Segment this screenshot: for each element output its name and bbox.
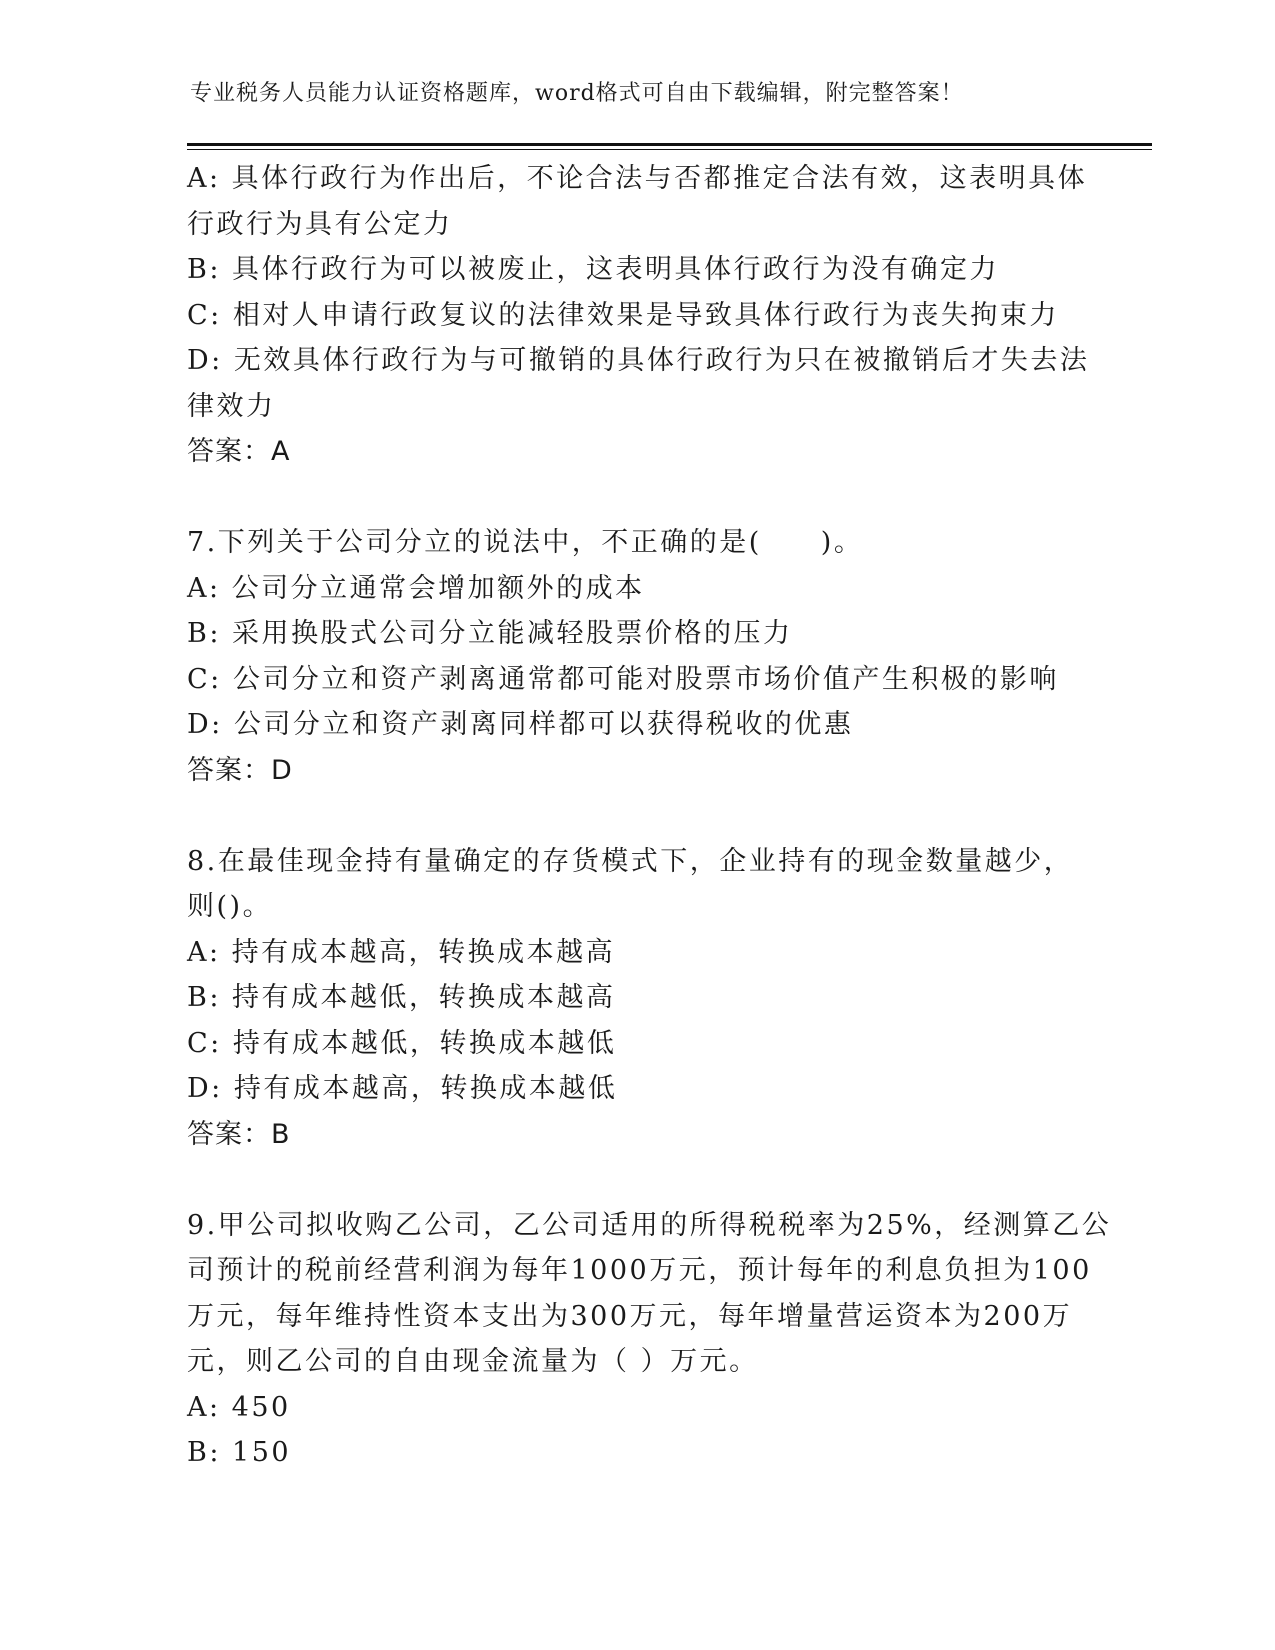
question-stem-line-4: 元，则乙公司的自由现金流量为（ ）万元。 xyxy=(187,1346,759,1377)
answer: 答案：A xyxy=(187,436,291,467)
spacer xyxy=(187,793,1087,839)
question-8 xyxy=(187,839,1087,1158)
header-divider-thick xyxy=(187,143,1152,146)
spacer xyxy=(187,1157,1087,1203)
option-a-line-2: 行政行为具有公定力 xyxy=(187,208,453,240)
option-d: D: 持有成本越高，转换成本越低 xyxy=(187,1073,618,1104)
option-d-line-2: 律效力 xyxy=(187,390,276,422)
question-stem-line-3: 万元，每年维持性资本支出为300万元，每年增量营运资本为200万 xyxy=(187,1300,1073,1332)
option-c: C: 持有成本越低，转换成本越低 xyxy=(187,1027,617,1059)
answer: 答案：D xyxy=(187,754,293,786)
question-7 xyxy=(187,520,1087,793)
option-b: B: 持有成本越低，转换成本越高 xyxy=(187,982,616,1013)
option-c: C: 公司分立和资产剥离通常都可能对股票市场价值产生积极的影响 xyxy=(187,663,1059,695)
option-b: B: 150 xyxy=(187,1437,292,1468)
option-b: B: 具体行政行为可以被废止，这表明具体行政行为没有确定力 xyxy=(187,254,1000,285)
previous-question xyxy=(187,156,1090,475)
header-title: 专业税务人员能力认证资格题库，word格式可自由下载编辑，附完整答案！ xyxy=(190,81,964,106)
option-b: B: 采用换股式公司分立能减轻股票价格的压力 xyxy=(187,618,793,649)
option-a: A: 持有成本越高，转换成本越高 xyxy=(187,936,616,968)
spacer xyxy=(187,475,1087,521)
header-divider-thin xyxy=(187,149,1152,150)
option-c: C: 相对人申请行政复议的法律效果是导致具体行政行为丧失拘束力 xyxy=(187,299,1059,331)
option-a: A: 公司分立通常会增加额外的成本 xyxy=(187,572,645,604)
option-d-line-1: D: 无效具体行政行为与可撤销的具体行政行为只在被撤销后才失去法 xyxy=(187,345,1090,376)
question-stem-line-1: 8.在最佳现金持有量确定的存货模式下，企业持有的现金数量越少， xyxy=(187,845,1074,877)
answer: 答案：B xyxy=(187,1118,291,1150)
question-9 xyxy=(187,1203,1112,1476)
option-a-line-1: A: 具体行政行为作出后，不论合法与否都推定合法有效，这表明具体 xyxy=(187,163,1088,194)
question-stem-line-2: 则()。 xyxy=(187,891,273,922)
question-stem: 7.下列关于公司分立的说法中，不正确的是( )。 xyxy=(187,527,864,558)
question-stem-line-2: 司预计的税前经营利润为每年1000万元，预计每年的利息负担为100 xyxy=(187,1255,1092,1286)
option-d: D: 公司分立和资产剥离同样都可以获得税收的优惠 xyxy=(187,709,854,740)
question-body xyxy=(187,156,1112,1476)
option-a: A: 450 xyxy=(187,1391,291,1423)
question-stem-line-1: 9.甲公司拟收购乙公司，乙公司适用的所得税税率为25%，经测算乙公 xyxy=(187,1209,1112,1241)
